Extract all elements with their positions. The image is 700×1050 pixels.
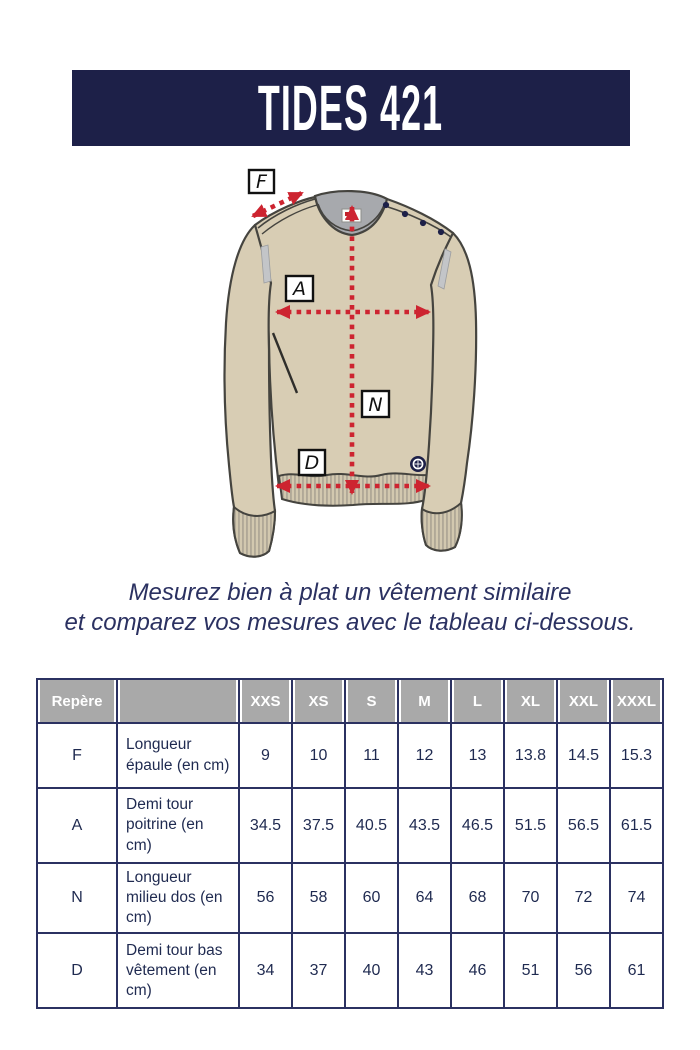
size-table-header-row — [37, 679, 663, 723]
instructions-line2: et comparez vos mesures avec le tableau ci-dessous. — [64, 609, 636, 636]
size-value-cell: 74 — [610, 863, 663, 933]
header-size-s: S — [345, 679, 398, 723]
size-value-cell: 51 — [504, 933, 557, 1008]
header-size-xxl: XXL — [557, 679, 610, 723]
table-row-A — [37, 788, 663, 863]
row-label: Longueur milieu dos (en cm) — [117, 863, 239, 933]
size-value-cell: 70 — [504, 863, 557, 933]
header-size-xxxl: XXXL — [610, 679, 663, 723]
header-size-m: M — [398, 679, 451, 723]
instructions-line1: Mesurez bien à plat un vêtement similaire — [128, 579, 572, 606]
row-code: N — [37, 863, 117, 933]
size-value-cell: 10 — [292, 723, 345, 788]
size-value-cell: 12 — [398, 723, 451, 788]
sweater-illustration — [205, 155, 505, 585]
measure-label-A — [286, 276, 313, 301]
size-value-cell: 61 — [610, 933, 663, 1008]
title-banner — [72, 70, 630, 146]
measure-label-D — [299, 450, 325, 475]
header-size-xl: XL — [504, 679, 557, 723]
measure-label-F — [249, 170, 274, 193]
row-label: Demi tour poitrine (en cm) — [117, 788, 239, 863]
row-code: A — [37, 788, 117, 863]
brand-badge — [410, 456, 426, 472]
size-value-cell: 11 — [345, 723, 398, 788]
page-title: TIDES 421 — [258, 72, 444, 144]
measure-instructions — [0, 578, 700, 638]
svg-text:N: N — [368, 394, 383, 416]
size-value-cell: 13 — [451, 723, 504, 788]
table-row-D — [37, 933, 663, 1008]
row-code: F — [37, 723, 117, 788]
size-value-cell: 68 — [451, 863, 504, 933]
size-value-cell: 13.8 — [504, 723, 557, 788]
row-label: Longueur épaule (en cm) — [117, 723, 239, 788]
size-value-cell: 14.5 — [557, 723, 610, 788]
size-value-cell: 15.3 — [610, 723, 663, 788]
size-value-cell: 72 — [557, 863, 610, 933]
size-table — [36, 678, 664, 1009]
size-value-cell: 40 — [345, 933, 398, 1008]
svg-text:A: A — [293, 278, 306, 300]
size-value-cell: 51.5 — [504, 788, 557, 863]
measure-label-N — [362, 391, 389, 417]
size-value-cell: 34 — [239, 933, 292, 1008]
size-value-cell: 46 — [451, 933, 504, 1008]
header-repere: Repère — [37, 679, 117, 723]
size-value-cell: 43.5 — [398, 788, 451, 863]
size-value-cell: 58 — [292, 863, 345, 933]
size-value-cell: 56.5 — [557, 788, 610, 863]
size-value-cell: 56 — [557, 933, 610, 1008]
size-value-cell: 64 — [398, 863, 451, 933]
sweater-measurement-diagram — [205, 155, 505, 585]
svg-text:F: F — [256, 171, 267, 193]
row-label: Demi tour bas vêtement (en cm) — [117, 933, 239, 1008]
row-code: D — [37, 933, 117, 1008]
table-row-N — [37, 863, 663, 933]
size-value-cell: 37.5 — [292, 788, 345, 863]
size-value-cell: 9 — [239, 723, 292, 788]
size-value-cell: 43 — [398, 933, 451, 1008]
header-size-l: L — [451, 679, 504, 723]
svg-text:D: D — [304, 452, 320, 474]
size-value-cell: 60 — [345, 863, 398, 933]
size-value-cell: 34.5 — [239, 788, 292, 863]
header-size-xs: XS — [292, 679, 345, 723]
size-value-cell: 56 — [239, 863, 292, 933]
size-value-cell: 46.5 — [451, 788, 504, 863]
size-value-cell: 61.5 — [610, 788, 663, 863]
hem-band — [279, 473, 429, 505]
header-size-xxs: XXS — [239, 679, 292, 723]
size-value-cell: 40.5 — [345, 788, 398, 863]
table-row-F — [37, 723, 663, 788]
size-value-cell: 37 — [292, 933, 345, 1008]
header-description — [117, 679, 239, 723]
